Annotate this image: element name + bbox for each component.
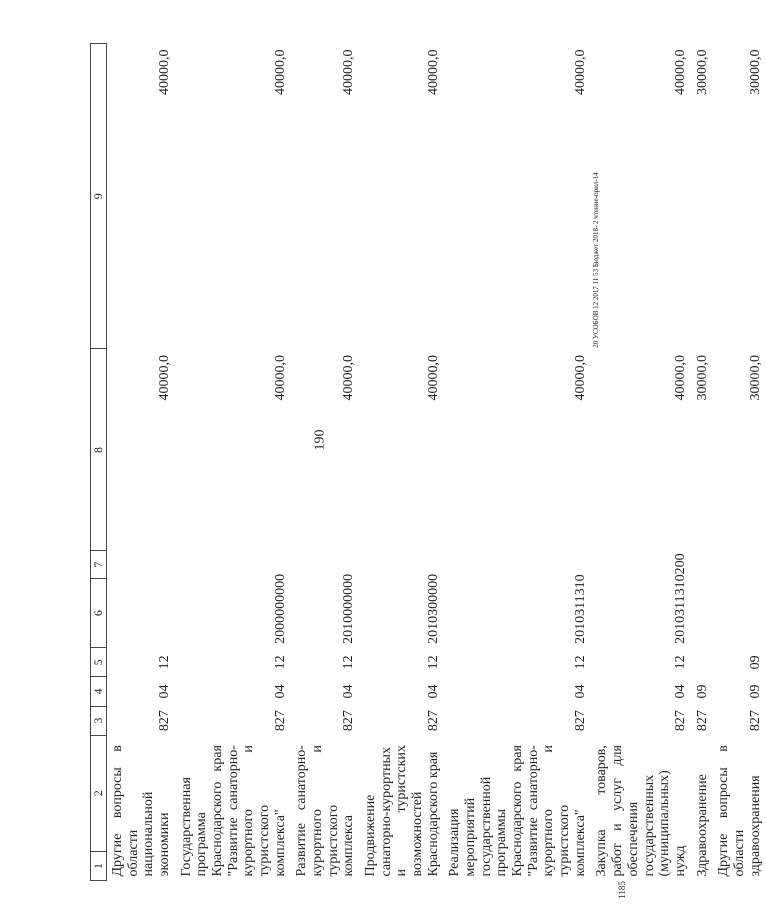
ved-code: 827 — [157, 710, 173, 732]
pr-code — [692, 648, 714, 677]
col-header: 7 — [91, 551, 107, 578]
pr-code: 12 — [157, 655, 173, 670]
sum-2018: 30000,0 — [747, 354, 763, 401]
col-header: 8 — [91, 349, 107, 551]
page-number: 190 — [312, 429, 327, 451]
header-row — [91, 44, 107, 881]
table-row — [692, 44, 714, 881]
budget-table-rotated — [90, 43, 763, 881]
ved-code: 827 — [272, 710, 288, 732]
col-header: 6 — [91, 578, 107, 647]
vr-code: 200 — [672, 553, 688, 575]
row-name: Развитие санаторно-курортного и туристского комплекса — [294, 745, 357, 877]
table-row — [176, 44, 292, 881]
vr-code — [444, 551, 591, 578]
ved-code: 827 — [672, 710, 688, 732]
rz-code: 04 — [425, 684, 441, 699]
row-name: Здравоохранение — [694, 774, 710, 877]
csr-code — [692, 578, 714, 647]
ved-code: 827 — [747, 710, 763, 732]
sum-total: 40000,0 — [672, 49, 688, 95]
table-row — [360, 44, 444, 881]
sum-total: 40000,0 — [157, 49, 173, 95]
sum-total: 40000,0 — [272, 49, 288, 95]
sum-2018: 40000,0 — [341, 354, 357, 401]
table-row — [713, 44, 766, 881]
vr-code — [107, 551, 176, 578]
sum-2018: 40000,0 — [272, 354, 288, 401]
col-header: 5 — [91, 648, 107, 677]
rz-code: 09 — [694, 684, 710, 699]
ved-code: 827 — [341, 710, 357, 732]
budget-table — [90, 43, 766, 881]
sum-total: 40000,0 — [572, 49, 588, 95]
col-header: 3 — [91, 706, 107, 735]
sum-2018: 40000,0 — [425, 354, 441, 401]
pr-code: 12 — [425, 655, 441, 670]
table-row — [444, 44, 591, 881]
sum-2018: 40000,0 — [572, 354, 588, 401]
vr-code — [713, 551, 766, 578]
table-row — [291, 44, 360, 881]
corner-number: 1185 — [617, 881, 627, 899]
vr-code — [692, 551, 714, 578]
sum-total: 40000,0 — [425, 49, 441, 95]
side-stamp: 20 УСОБОВ 12 2017 11 53 Бюджет 2018- 2 чтение-прил-14 — [592, 172, 600, 348]
csr-code: 2010000000 — [341, 573, 357, 644]
ved-code: 827 — [572, 710, 588, 732]
csr-code — [107, 578, 176, 647]
rz-code: 04 — [341, 684, 357, 699]
row-name: Продвижение санаторно-курортных и туристских возможностей Краснодарского края — [363, 745, 441, 877]
rz-code: 04 — [157, 684, 173, 699]
table-row — [107, 44, 176, 881]
col-header: 2 — [91, 735, 107, 851]
sum-total: 40000,0 — [341, 49, 357, 95]
row-name: Закупка товаров, работ и услуг для обеспечения государственных (муниципальных) нужд — [594, 745, 688, 877]
sum-2018: 40000,0 — [157, 354, 173, 401]
table-row — [591, 44, 691, 881]
csr-code — [713, 578, 766, 647]
pr-code: 09 — [747, 655, 763, 670]
col-header: 9 — [91, 44, 107, 349]
row-name: Другие вопросы в области здравоохранения — [716, 745, 763, 877]
pr-code: 12 — [272, 655, 288, 670]
rz-code: 04 — [272, 684, 288, 699]
pr-code: 12 — [672, 655, 688, 670]
ved-code: 827 — [694, 710, 710, 732]
row-name: Государственная программа Краснодарского края "Развитие санаторно-курортного и туристского комплекса" — [178, 745, 288, 877]
row-name: Другие вопросы в области национальной экономики — [110, 745, 173, 877]
csr-code: 2010311310 — [572, 574, 588, 644]
col-header: 4 — [91, 677, 107, 706]
rz-code: 09 — [747, 684, 763, 699]
sum-total: 30000,0 — [747, 49, 763, 95]
rz-code: 04 — [672, 684, 688, 699]
rz-code: 04 — [572, 684, 588, 699]
ved-code: 827 — [425, 710, 441, 732]
csr-code: 2010311310 — [672, 574, 688, 644]
col-header: 1 — [91, 851, 107, 880]
pr-code: 12 — [341, 655, 357, 670]
sum-2018: 40000,0 — [672, 354, 688, 401]
csr-code: 2010300000 — [425, 573, 441, 644]
sum-total: 30000,0 — [694, 49, 710, 95]
sum-2018: 30000,0 — [694, 354, 710, 401]
pr-code: 12 — [572, 655, 588, 670]
row-name: Реализация мероприятий государственной программы Краснодарского края "Развитие санаторно-курортного и туристского комплекса" — [447, 745, 588, 877]
csr-code: 2000000000 — [272, 573, 288, 644]
